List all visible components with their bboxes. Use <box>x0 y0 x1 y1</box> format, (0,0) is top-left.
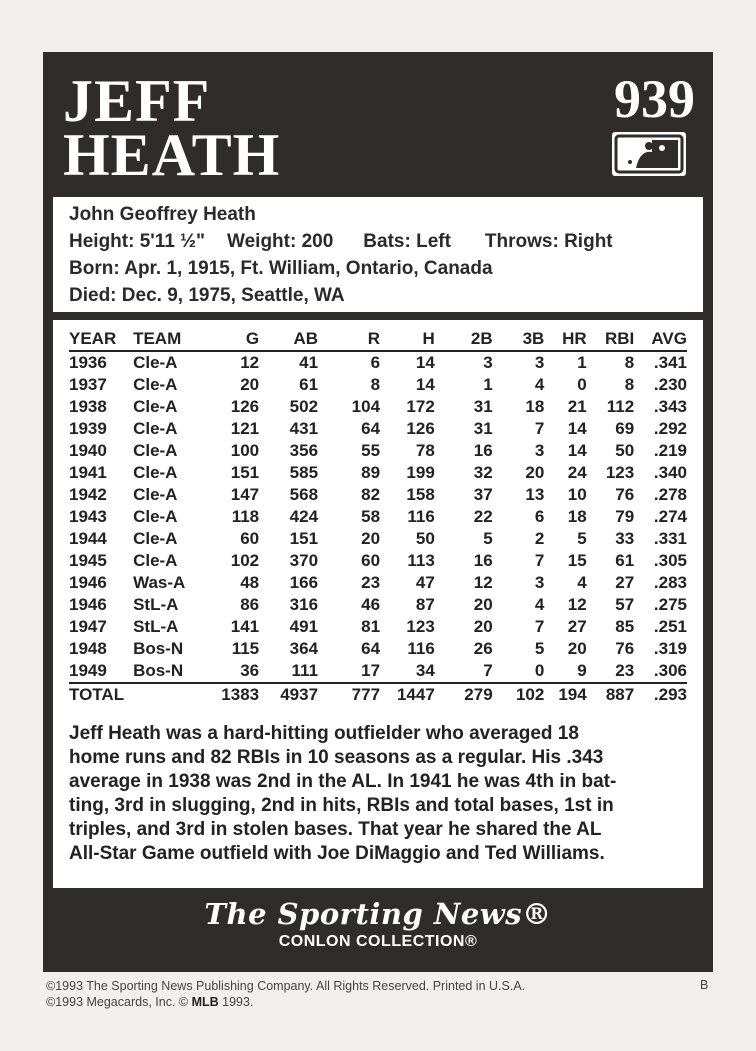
stat-cell-avg: .343 <box>653 397 687 416</box>
stat-cell-ab: 316 <box>289 595 319 614</box>
col-g: G <box>245 329 260 348</box>
stat-cell-hr: 10 <box>567 485 587 504</box>
stat-cell-hr: 21 <box>567 397 587 416</box>
copyright-year: 1993. <box>222 995 254 1009</box>
stat-cell-r: 104 <box>351 397 381 416</box>
brand-subtitle: CONLON COLLECTION® <box>278 933 478 950</box>
stat-cell-avg: .319 <box>653 639 687 658</box>
bio-line: triples, and 3rd in stolen bases. That year he shared the AL <box>69 819 602 840</box>
stat-cell-avg: .305 <box>653 551 687 570</box>
stat-cell-3b: 3 <box>534 353 545 372</box>
stats-row <box>69 462 687 484</box>
stat-cell-team: Cle-A <box>133 419 178 438</box>
total-label: TOTAL <box>69 683 133 706</box>
stat-cell-team: Cle-A <box>133 397 178 416</box>
stat-cell-3b: 3 <box>534 441 545 460</box>
print-code: B <box>700 978 709 992</box>
stat-cell-rbi: 76 <box>615 639 635 658</box>
col-team: TEAM <box>133 329 182 348</box>
stat-cell-r: 81 <box>361 617 381 636</box>
bio-line: All-Star Game outfield with Joe DiMaggio and Ted Williams. <box>69 843 605 864</box>
stat-cell-2b: 26 <box>473 639 493 658</box>
stat-cell-r: 8 <box>370 375 381 394</box>
stat-cell-avg: .230 <box>653 375 687 394</box>
stat-cell-team: Cle-A <box>133 507 178 526</box>
stats-row <box>69 374 687 396</box>
stat-cell-2b: 22 <box>473 507 493 526</box>
last-name: HEATH <box>63 122 281 188</box>
stat-cell-year: 1946 <box>69 573 107 592</box>
stat-cell-ab: 424 <box>289 507 319 526</box>
height: Height: 5'11 ½" <box>69 231 206 252</box>
stats-row <box>69 418 687 440</box>
stat-cell-r: 23 <box>361 573 381 592</box>
stats-row <box>69 484 687 506</box>
stat-cell-hr: 5 <box>577 529 587 548</box>
stat-cell-hr: 18 <box>567 507 587 526</box>
biography <box>69 722 689 866</box>
stat-cell-year: 1941 <box>69 463 107 482</box>
stat-cell-r: 64 <box>361 639 381 658</box>
copyright-line-2 <box>46 994 525 1010</box>
stat-cell-3b: 5 <box>534 639 545 658</box>
stat-cell-h: 14 <box>415 375 435 394</box>
stat-cell-3b: 7 <box>534 419 545 438</box>
stat-cell-r: 46 <box>361 595 381 614</box>
stat-cell-g: 141 <box>230 617 260 636</box>
copyright-mlb: MLB <box>191 995 219 1009</box>
bio-line: average in 1938 was 2nd in the AL. In 1941 he was 4th in bat- <box>69 771 617 792</box>
stat-cell-rbi: 79 <box>615 507 635 526</box>
total-row <box>69 683 687 706</box>
stat-cell-2b: 20 <box>473 595 493 614</box>
stat-cell-3b: 2 <box>534 529 545 548</box>
stat-cell-hr: 12 <box>567 595 587 614</box>
stat-cell-2b: 7 <box>483 661 493 680</box>
stat-cell-avg: .292 <box>653 419 687 438</box>
stat-cell-2b: 20 <box>473 617 493 636</box>
stat-cell-r: 58 <box>361 507 381 526</box>
total-avg: .293 <box>634 683 687 706</box>
stat-cell-year: 1947 <box>69 617 107 636</box>
stat-cell-h: 14 <box>415 353 435 372</box>
stat-cell-year: 1945 <box>69 551 107 570</box>
stat-cell-ab: 502 <box>289 397 319 416</box>
stat-cell-year: 1948 <box>69 639 107 658</box>
stat-cell-year: 1938 <box>69 397 107 416</box>
stat-cell-g: 151 <box>230 463 260 482</box>
total-hr: 194 <box>544 683 586 706</box>
stat-cell-hr: 24 <box>567 463 587 482</box>
col-h: H <box>422 329 435 348</box>
brand-title: The Sporting News® <box>204 897 552 931</box>
stat-cell-2b: 1 <box>483 375 493 394</box>
stat-cell-ab: 364 <box>289 639 319 658</box>
stats-row <box>69 638 687 660</box>
stat-cell-2b: 12 <box>473 573 493 592</box>
total-2b: 279 <box>435 683 493 706</box>
stat-cell-g: 102 <box>230 551 260 570</box>
stat-cell-year: 1944 <box>69 529 107 548</box>
stat-cell-g: 20 <box>240 375 260 394</box>
stat-cell-hr: 20 <box>567 639 587 658</box>
col-2b: 2B <box>470 329 493 348</box>
stat-cell-year: 1939 <box>69 419 107 438</box>
col-3b: 3B <box>522 329 545 348</box>
stat-cell-avg: .251 <box>653 617 687 636</box>
stat-cell-h: 123 <box>406 617 435 636</box>
stat-cell-g: 118 <box>231 507 260 526</box>
stats-header-row <box>69 328 687 351</box>
stat-cell-3b: 6 <box>534 507 545 526</box>
total-3b: 102 <box>493 683 545 706</box>
stat-cell-h: 199 <box>406 463 435 482</box>
stat-cell-year: 1936 <box>69 353 107 372</box>
copyright-line-1: ©1993 The Sporting News Publishing Company. All Rights Reserved. Printed in U.S.A. <box>46 979 526 993</box>
stat-cell-ab: 491 <box>289 617 319 636</box>
stat-cell-ab: 151 <box>289 529 319 548</box>
stat-cell-rbi: 33 <box>615 529 635 548</box>
stat-cell-rbi: 112 <box>606 397 635 416</box>
stat-cell-avg: .331 <box>653 529 687 548</box>
stats-row <box>69 396 687 418</box>
mlb-logo-icon <box>612 132 686 176</box>
stat-cell-year: 1949 <box>69 661 107 680</box>
col-hr: HR <box>562 329 587 348</box>
stat-cell-year: 1946 <box>69 595 107 614</box>
col-avg: AVG <box>651 329 687 348</box>
stat-cell-avg: .283 <box>653 573 687 592</box>
stat-cell-ab: 585 <box>289 463 319 482</box>
stats-row <box>69 550 687 572</box>
stat-cell-team: Cle-A <box>133 529 178 548</box>
stat-cell-rbi: 23 <box>615 661 635 680</box>
stat-cell-r: 55 <box>361 441 381 460</box>
stat-cell-year: 1940 <box>69 441 107 460</box>
stat-cell-h: 113 <box>407 551 435 570</box>
stat-cell-2b: 32 <box>473 463 493 482</box>
stat-cell-avg: .219 <box>653 441 687 460</box>
stat-cell-3b: 13 <box>525 485 545 504</box>
first-name: JEFF <box>63 68 211 134</box>
stat-cell-avg: .274 <box>653 507 687 526</box>
card-back <box>43 52 713 972</box>
stat-cell-rbi: 50 <box>615 441 635 460</box>
bats: Bats: Left <box>363 231 451 252</box>
stat-cell-h: 78 <box>415 441 435 460</box>
stat-cell-team: StL-A <box>133 595 179 614</box>
stat-cell-g: 100 <box>230 441 260 460</box>
stats-row <box>69 616 687 638</box>
stat-cell-team: Cle-A <box>133 463 178 482</box>
stat-cell-g: 115 <box>231 639 260 658</box>
bio-line: home runs and 82 RBIs in 10 seasons as a regular. His .343 <box>69 747 604 768</box>
stat-cell-rbi: 27 <box>615 573 635 592</box>
stat-cell-team: Bos-N <box>133 661 184 680</box>
card-number: 939 <box>614 69 695 129</box>
stat-cell-ab: 41 <box>299 353 319 372</box>
player-name <box>63 68 281 188</box>
stat-cell-ab: 61 <box>299 375 319 394</box>
stats-row <box>69 572 687 594</box>
stat-cell-ab: 166 <box>289 573 319 592</box>
stat-cell-hr: 4 <box>577 573 587 592</box>
stat-cell-h: 116 <box>407 639 435 658</box>
total-g: 1383 <box>210 683 260 706</box>
stat-cell-g: 147 <box>230 485 260 504</box>
stat-cell-g: 86 <box>240 595 260 614</box>
stats-row <box>69 440 687 462</box>
col-rbi: RBI <box>604 329 635 348</box>
weight: Weight: 200 <box>227 231 334 252</box>
stat-cell-team: StL-A <box>133 617 179 636</box>
stat-cell-hr: 0 <box>577 375 587 394</box>
stat-cell-h: 34 <box>415 661 435 680</box>
stats-row <box>69 351 687 374</box>
stats-table <box>69 328 687 706</box>
stat-cell-2b: 16 <box>473 551 493 570</box>
total-ab: 4937 <box>259 683 318 706</box>
stat-cell-g: 48 <box>240 573 260 592</box>
total-h: 1447 <box>380 683 435 706</box>
col-ab: AB <box>293 329 319 348</box>
stat-cell-2b: 5 <box>483 529 493 548</box>
stat-cell-hr: 14 <box>567 441 587 460</box>
stat-cell-r: 60 <box>361 551 381 570</box>
stat-cell-g: 121 <box>230 419 260 438</box>
stat-cell-year: 1943 <box>69 507 107 526</box>
stat-cell-3b: 4 <box>534 375 545 394</box>
stat-cell-r: 89 <box>361 463 381 482</box>
stat-cell-ab: 431 <box>289 419 319 438</box>
stat-cell-r: 64 <box>361 419 381 438</box>
stat-cell-team: Cle-A <box>133 441 178 460</box>
stat-cell-rbi: 61 <box>615 551 635 570</box>
bio-panel <box>53 197 703 312</box>
stat-cell-h: 47 <box>415 573 435 592</box>
stat-cell-2b: 31 <box>473 397 493 416</box>
full-name: John Geoffrey Heath <box>69 204 256 225</box>
stat-cell-h: 126 <box>406 419 435 438</box>
stat-cell-3b: 3 <box>534 573 545 592</box>
stat-cell-rbi: 8 <box>624 375 635 394</box>
stat-cell-g: 60 <box>240 529 260 548</box>
stat-cell-3b: 7 <box>534 617 545 636</box>
stat-cell-avg: .306 <box>653 661 687 680</box>
stat-cell-avg: .275 <box>653 595 687 614</box>
stat-cell-year: 1937 <box>69 375 107 394</box>
born: Born: Apr. 1, 1915, Ft. William, Ontario, Canada <box>69 258 493 279</box>
stats-row <box>69 506 687 528</box>
copyright-megacards: ©1993 Megacards, Inc. © <box>46 995 189 1009</box>
stat-cell-team: Bos-N <box>133 639 184 658</box>
stat-cell-ab: 568 <box>289 485 319 504</box>
stat-cell-h: 172 <box>406 397 435 416</box>
stat-cell-rbi: 57 <box>615 595 635 614</box>
stat-cell-3b: 18 <box>525 397 545 416</box>
stat-cell-2b: 37 <box>473 485 493 504</box>
stat-cell-r: 20 <box>361 529 381 548</box>
stat-cell-hr: 27 <box>567 617 587 636</box>
stat-cell-ab: 356 <box>289 441 319 460</box>
stats-row <box>69 528 687 550</box>
stat-cell-r: 82 <box>361 485 381 504</box>
stat-cell-h: 116 <box>407 507 435 526</box>
stats-panel <box>53 320 703 888</box>
stat-cell-ab: 370 <box>289 551 319 570</box>
stat-cell-2b: 31 <box>473 419 493 438</box>
stat-cell-team: Cle-A <box>133 375 178 394</box>
stat-cell-3b: 0 <box>534 661 545 680</box>
stat-cell-hr: 9 <box>577 661 587 680</box>
col-r: R <box>367 329 381 348</box>
total-rbi: 887 <box>587 683 635 706</box>
stat-cell-hr: 1 <box>577 353 587 372</box>
copyright <box>46 978 525 1010</box>
stat-cell-hr: 15 <box>567 551 587 570</box>
stat-cell-avg: .340 <box>653 463 687 482</box>
stat-cell-h: 158 <box>406 485 435 504</box>
bio-line: Jeff Heath was a hard-hitting outfielder who averaged 18 <box>69 723 579 744</box>
stat-cell-r: 17 <box>361 661 381 680</box>
stats-row <box>69 594 687 616</box>
stat-cell-r: 6 <box>370 353 381 372</box>
stat-cell-ab: 111 <box>291 661 319 680</box>
stat-cell-g: 36 <box>240 661 260 680</box>
stat-cell-rbi: 123 <box>605 463 635 482</box>
stat-cell-hr: 14 <box>567 419 587 438</box>
stat-cell-g: 126 <box>230 397 260 416</box>
stat-cell-team: Cle-A <box>133 353 178 372</box>
brand-block <box>43 897 713 951</box>
stat-cell-rbi: 76 <box>615 485 635 504</box>
col-year: YEAR <box>69 329 117 348</box>
stat-cell-g: 12 <box>240 353 260 372</box>
stat-cell-avg: .341 <box>653 353 687 372</box>
died: Died: Dec. 9, 1975, Seattle, WA <box>69 285 345 306</box>
total-team <box>133 683 209 706</box>
stat-cell-3b: 20 <box>525 463 545 482</box>
stat-cell-h: 87 <box>415 595 435 614</box>
stats-row <box>69 660 687 683</box>
throws: Throws: Right <box>484 231 613 252</box>
stat-cell-3b: 4 <box>534 595 545 614</box>
stat-cell-2b: 16 <box>473 441 493 460</box>
stat-cell-rbi: 85 <box>615 617 635 636</box>
stat-cell-team: Cle-A <box>133 551 178 570</box>
stat-cell-3b: 7 <box>534 551 545 570</box>
total-r: 777 <box>318 683 380 706</box>
stat-cell-team: Cle-A <box>133 485 178 504</box>
stat-cell-h: 50 <box>415 529 435 548</box>
stat-cell-2b: 3 <box>483 353 493 372</box>
stat-cell-team: Was-A <box>133 573 186 592</box>
bio-line: ting, 3rd in slugging, 2nd in hits, RBIs and total bases, 1st in <box>69 795 614 816</box>
stat-cell-year: 1942 <box>69 485 107 504</box>
physical-stats <box>69 231 613 253</box>
stat-cell-avg: .278 <box>653 485 687 504</box>
stat-cell-rbi: 8 <box>624 353 635 372</box>
stat-cell-rbi: 69 <box>615 419 635 438</box>
